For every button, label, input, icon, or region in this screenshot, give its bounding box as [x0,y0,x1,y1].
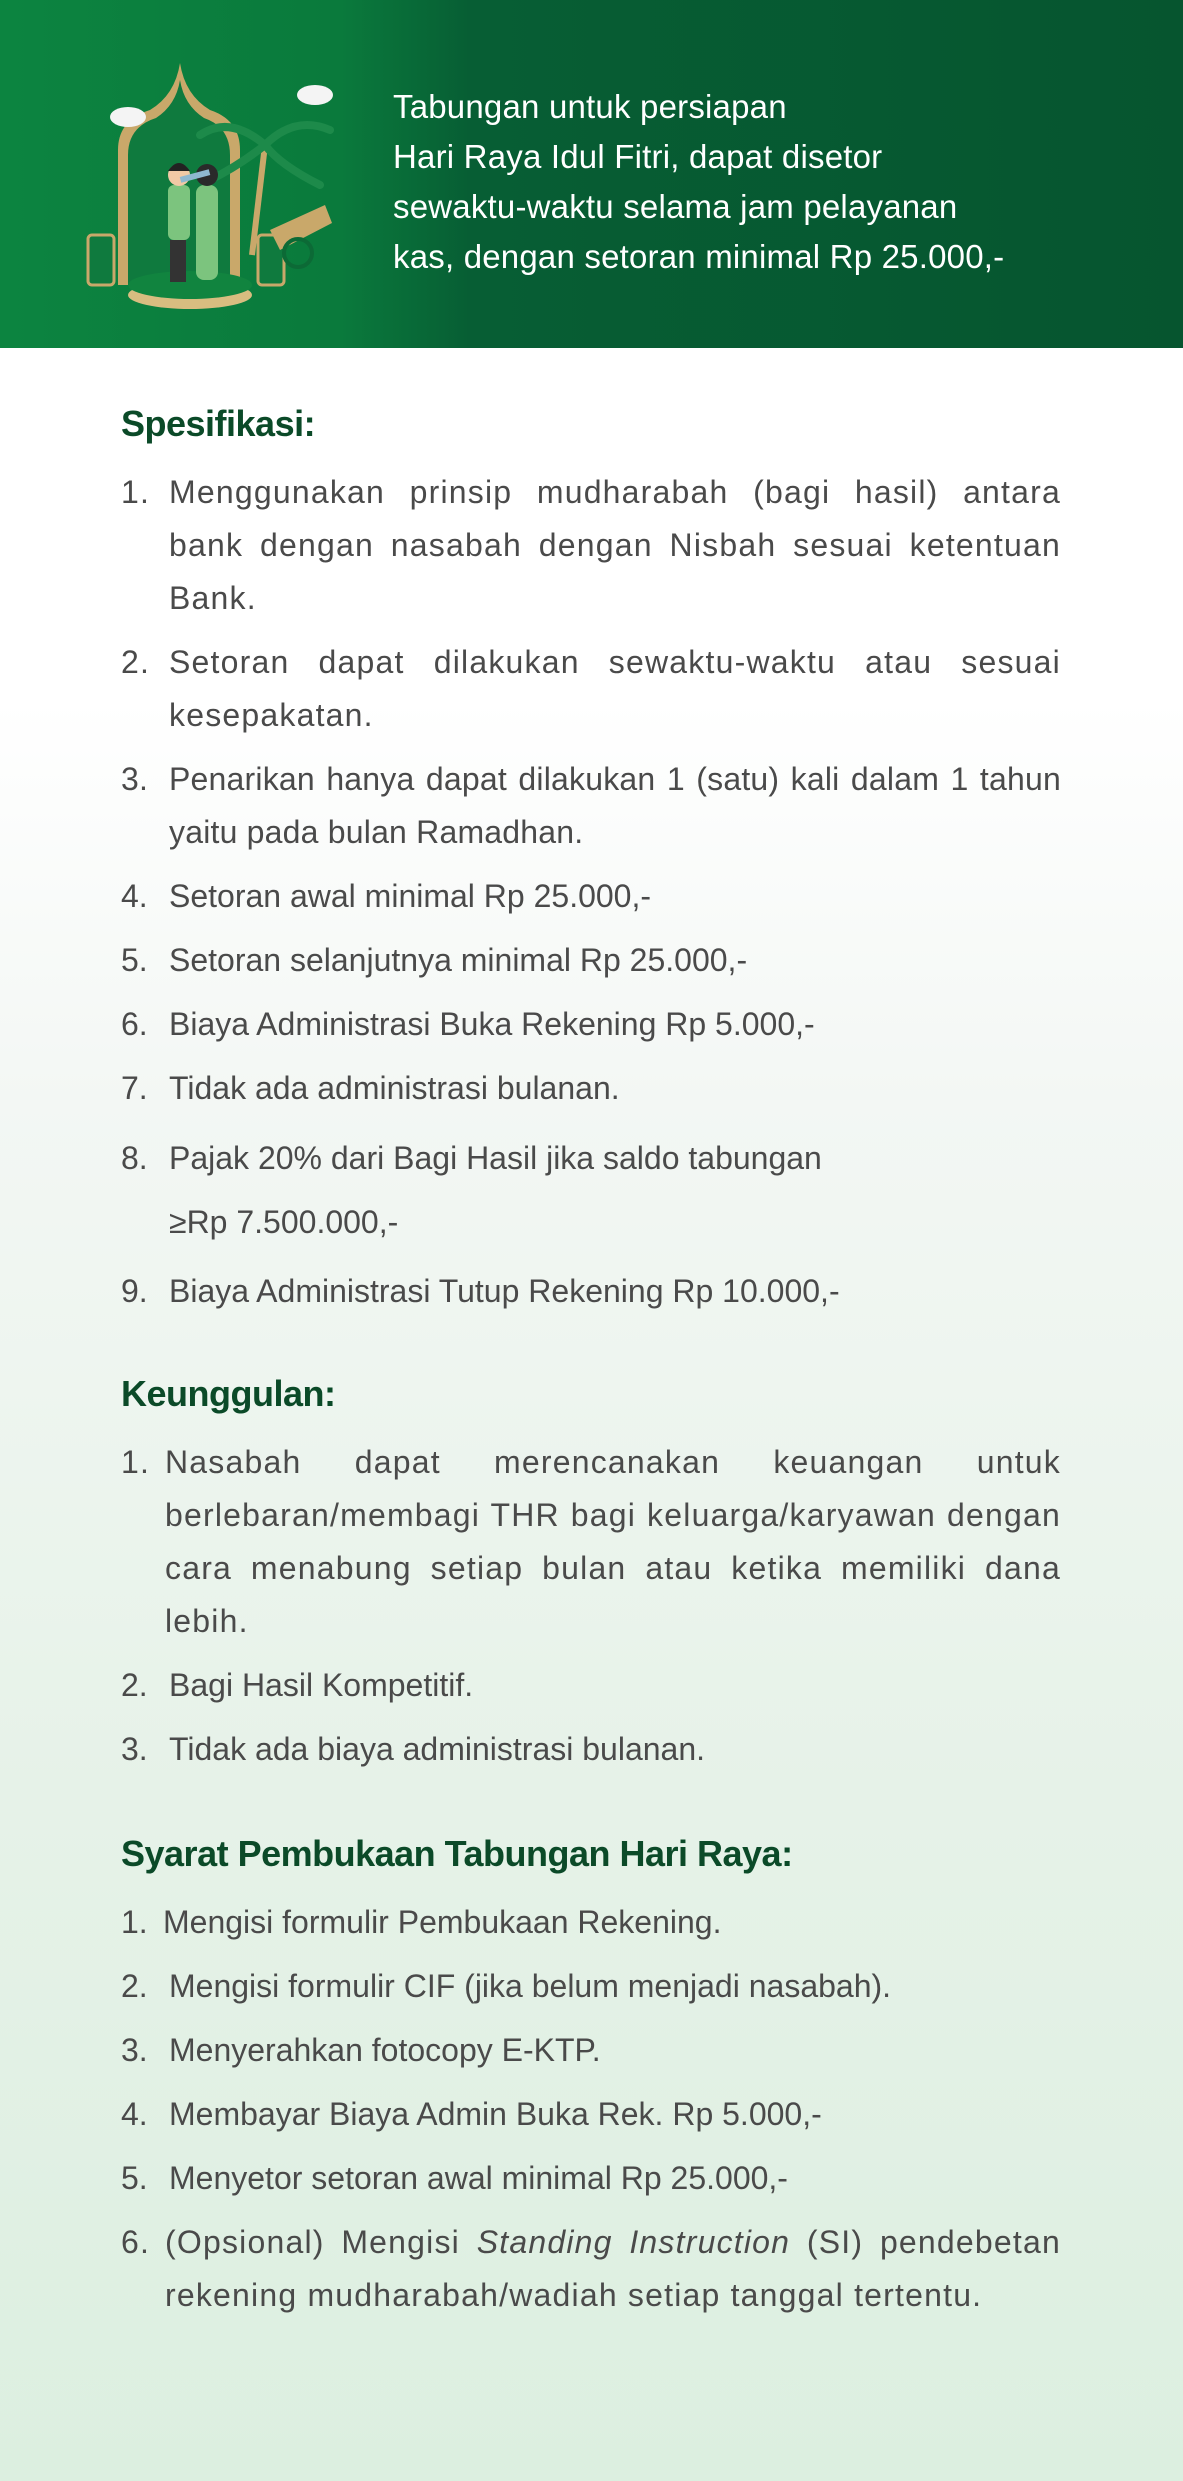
section-title-specifications: Spesifikasi: [121,403,316,444]
tagline-line: kas, dengan setoran minimal Rp 25.000,- [393,238,1005,275]
item-number: 3. [121,1731,148,1767]
item-number: 2. [121,644,151,680]
advantages-list [121,1436,1061,1776]
specifications-section [121,400,1061,1329]
item-text: (SI) pendebetan rekening mudharabah/wadiah setiap tanggal tertentu. [165,2224,1061,2313]
list-item [121,2024,1061,2077]
item-text: Nasabah dapat merencanakan keuangan untuk berlebaran/membagi THR bagi keluarga/karyawan dengan cara menabung setiap bulan atau ketika memiliki dana lebih. [165,1444,1061,1639]
tagline-line: Hari Raya Idul Fitri, dapat disetor [393,138,883,175]
item-text: Setoran selanjutnya minimal Rp 25.000,- [169,942,748,978]
item-text-continued: ≥Rp 7.500.000,- [169,1204,399,1240]
item-text: Biaya Administrasi Buka Rekening Rp 5.000,- [169,1006,815,1042]
list-item [121,2152,1061,2205]
item-text: Bagi Hasil Kompetitif. [169,1667,474,1703]
hero-banner [0,0,1183,348]
item-text: Penarikan hanya dapat dilakukan 1 (satu) kali dalam 1 tahun yaitu pada bulan Ramadhan. [169,761,1061,850]
item-text: Menyerahkan fotocopy E-KTP. [169,2032,601,2068]
item-text: Tidak ada biaya administrasi bulanan. [169,1731,706,1767]
item-number: 2. [121,1968,148,2004]
list-item [121,870,1061,923]
item-number: 1. [121,1444,151,1480]
list-item [121,2088,1061,2141]
item-number: 4. [121,2096,148,2132]
item-text: Setoran dapat dilakukan sewaktu-waktu atau sesuai kesepakatan. [169,644,1061,733]
list-item [121,998,1061,1051]
item-number: 6. [121,2224,151,2260]
item-text: (Opsional) Mengisi [165,2224,477,2260]
item-number: 5. [121,2160,148,2196]
item-text: Membayar Biaya Admin Buka Rek. Rp 5.000,- [169,2096,822,2132]
list-item [121,636,1061,742]
list-item [121,753,1061,859]
item-text: Setoran awal minimal Rp 25.000,- [169,878,652,914]
item-number: 1. [121,1904,148,1940]
item-number: 9. [121,1273,148,1309]
item-number: 5. [121,942,148,978]
list-item [121,934,1061,987]
item-number: 2. [121,1667,148,1703]
list-item [121,2216,1061,2322]
list-item [121,1960,1061,2013]
eid-illustration-icon [80,55,350,320]
item-number: 1. [121,474,151,510]
list-item [121,466,1061,625]
tagline-line: Tabungan untuk persiapan [393,88,787,125]
item-text: Biaya Administrasi Tutup Rekening Rp 10.000,- [169,1273,840,1309]
advantages-section [121,1370,1061,1787]
item-text-italic: Standing Instruction [476,2224,791,2260]
requirements-list [121,1896,1061,2322]
list-item [121,1436,1061,1648]
product-tagline [393,82,1153,282]
list-item [121,1062,1061,1115]
list-item [121,1126,1061,1254]
item-number: 6. [121,1006,148,1042]
item-number: 3. [121,761,149,797]
item-text: Menyetor setoran awal minimal Rp 25.000,- [169,2160,788,2196]
item-text: Tidak ada administrasi bulanan. [169,1070,620,1106]
item-number: 7. [121,1070,148,1106]
item-text: Pajak 20% dari Bagi Hasil jika saldo tabungan [169,1140,822,1176]
item-number: 4. [121,878,148,914]
item-number: 8. [121,1140,148,1176]
list-item [121,1265,1061,1318]
eid-illustration [80,55,350,320]
list-item [121,1723,1061,1776]
item-text: Menggunakan prinsip mudharabah (bagi hasil) antara bank dengan nasabah dengan Nisbah sesuai ketentuan Bank. [169,474,1061,616]
section-title-requirements: Syarat Pembukaan Tabungan Hari Raya: [121,1833,793,1874]
list-item [121,1896,1061,1949]
list-item [121,1659,1061,1712]
tagline-line: sewaktu-waktu selama jam pelayanan [393,188,958,225]
specifications-list [121,466,1061,1318]
item-text: Mengisi formulir CIF (jika belum menjadi nasabah). [169,1968,892,2004]
section-title-advantages: Keunggulan: [121,1373,336,1414]
requirements-section [121,1830,1061,2333]
item-text: Mengisi formulir Pembukaan Rekening. [163,1904,722,1940]
item-number: 3. [121,2032,148,2068]
